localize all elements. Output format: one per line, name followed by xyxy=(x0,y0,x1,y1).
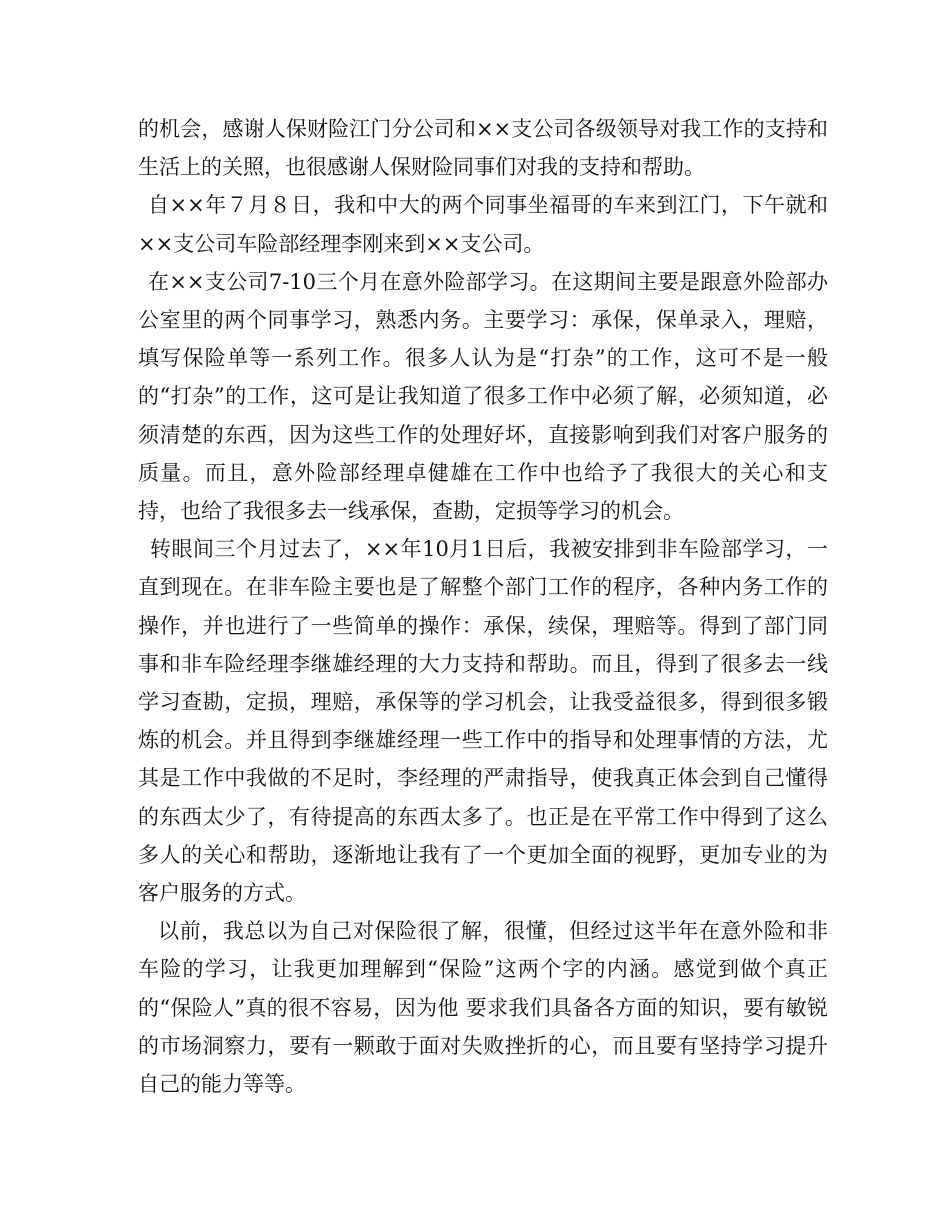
paragraph-5: 以前，我总以为自己对保险很了解，很懂，但经过这半年在意外险和非车险的学习，让我更加理解到“保险”这两个字的内涵。感觉到做个真正的“保险人”真的很不容易，因为他 要求我们具备各方面的知识，要有敏锐的市场洞察力，要有一颗敢于面对失败挫折的心，而且要有坚持学习提升自己的能力等等。 xyxy=(138,919,828,1097)
document-body xyxy=(138,110,828,1103)
paragraph-1: 的机会，感谢人保财险江门分公司和××支公司各级领导对我工作的支持和生活上的关照，也很感谢人保财险同事们对我的支持和帮助。 xyxy=(138,117,828,180)
paragraph-3: 在××支公司7-10三个月在意外险部学习。在这期间主要是跟意外险部办公室里的两个同事学习，熟悉内务。主要学习：承保，保单录入，理赔，填写保险单等一系列工作。很多人认为是“打杂”的工作，这可不是一般的“打杂”的工作，这可是让我知道了很多工作中必须了解，必须知道，必须清楚的东西，因为这些工作的处理好坏，直接影响到我们对客户服务的质量。而且，意外险部经理卓健雄在工作中也给予了我很大的关心和支持，也给了我很多去一线承保，查勘，定损等学习的机会。 xyxy=(138,269,828,524)
paragraph-4: 转眼间三个月过去了，××年10月1日后，我被安排到非车险部学习，一直到现在。在非车险主要也是了解整个部门工作的程序，各种内务工作的操作，并也进行了一些简单的操作：承保，续保，理赔等。得到了部门同事和非车险经理李继雄经理的大力支持和帮助。而且，得到了很多去一线学习查勘，定损，理赔，承保等的学习机会，让我受益很多，得到很多锻炼的机会。并且得到李继雄经理一些工作中的指导和处理事情的方法，尤其是工作中我做的不足时，李经理的严肃指导，使我真正体会到自己懂得的东西太少了，有待提高的东西太多了。也正是在平常工作中得到了这么多人的关心和帮助，逐渐地让我有了一个更加全面的视野，更加专业的为客户服务的方式。 xyxy=(138,537,828,906)
paragraph-2: 自××年７月８日，我和中大的两个同事坐福哥的车来到江门，下午就和××支公司车险部经理李刚来到××支公司。 xyxy=(138,193,828,256)
